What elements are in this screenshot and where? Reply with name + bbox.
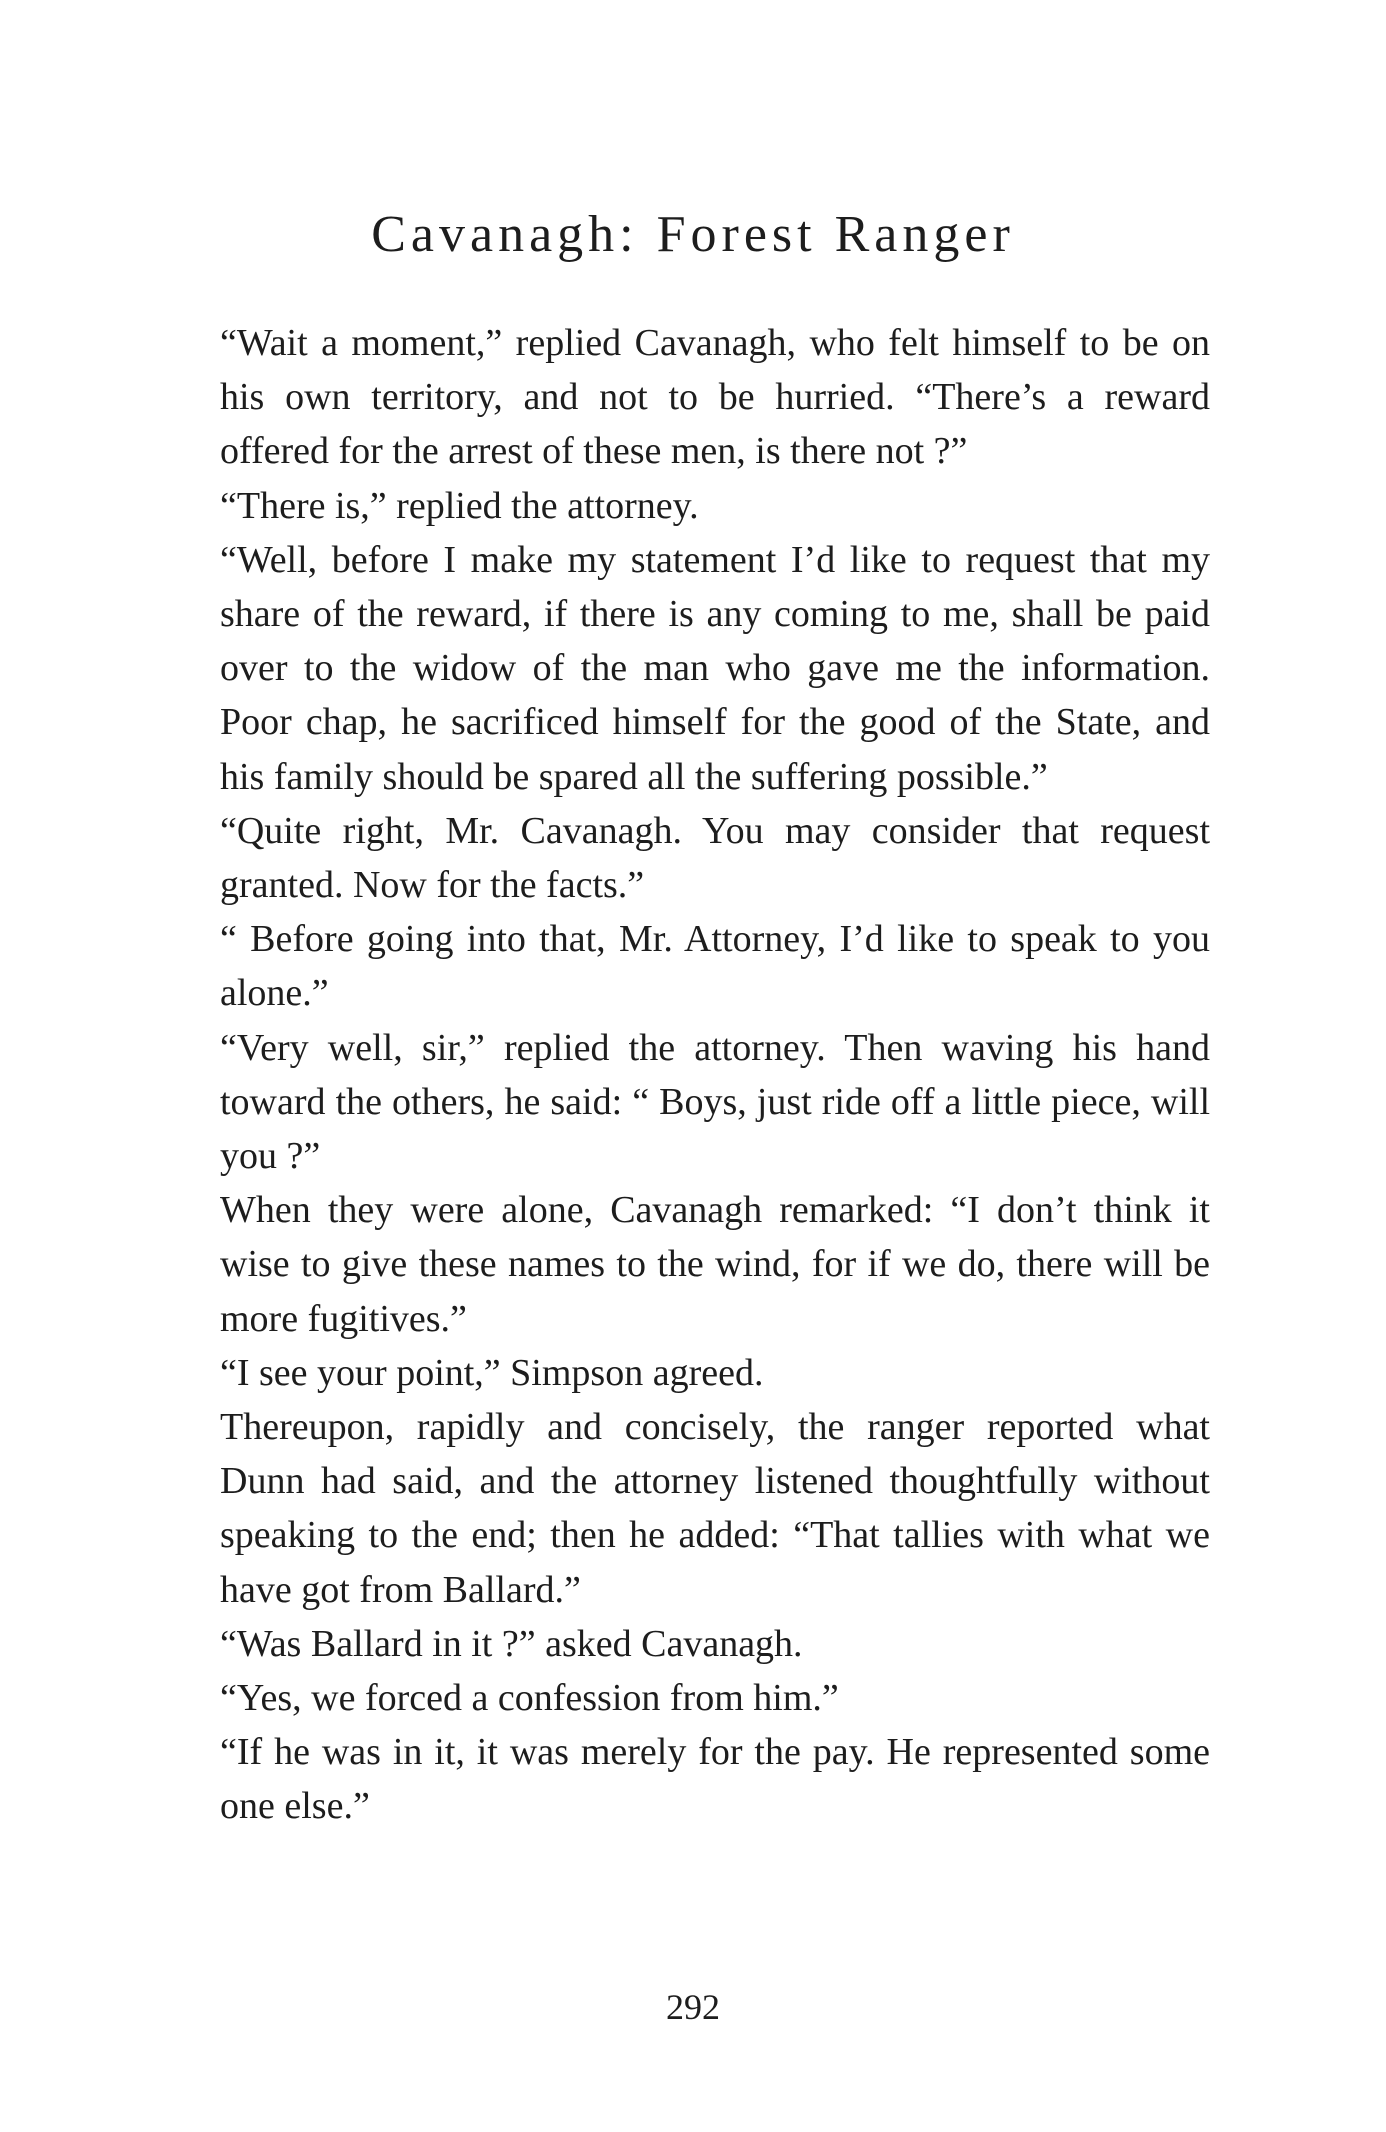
paragraph: “Quite right, Mr. Cavanagh. You may consider that request granted. Now for the facts.” xyxy=(220,809,1210,907)
body-text xyxy=(220,316,1210,1834)
paragraph: “I see your point,” Simpson agreed. xyxy=(220,1351,764,1394)
paragraph: “Very well, sir,” replied the attorney. Then waving his hand toward the others, he said: “ Boys, just ride off a little piece, will you ?” xyxy=(220,1026,1210,1178)
paragraph: “Wait a moment,” replied Cavanagh, who felt himself to be on his own territory, and not to be hurried. “There’s a reward offered for the arrest of these men, is there not ?” xyxy=(220,322,1210,473)
paragraph: “If he was in it, it was merely for the pay. He represented some one else.” xyxy=(220,1731,1210,1828)
paragraph: “Well, before I make my statement I’d like to request that my share of the reward, if there is any coming to me, shall be paid over to the widow of the man who gave me the information. Poor chap, he sacrificed himself for the good of the State, and his family should be spared all the suffering possible.” xyxy=(220,538,1210,798)
paragraph: Thereupon, rapidly and concisely, the ranger reported what Dunn had said, and the attorney listened thoughtfully without speaking to the end; then he added: “That tallies with what we have got from Ballard.” xyxy=(220,1406,1210,1611)
paragraph: “Was Ballard in it ?” asked Cavanagh. xyxy=(220,1622,803,1665)
page-number: 292 xyxy=(666,1987,720,2027)
paragraph: “There is,” replied the attorney. xyxy=(220,484,699,527)
paragraph: “ Before going into that, Mr. Attorney, I’d like to speak to you alone.” xyxy=(220,918,1210,1015)
paragraph: “Yes, we forced a confession from him.” xyxy=(220,1677,839,1720)
running-title: Cavanagh: Forest Ranger xyxy=(371,206,1015,263)
paragraph: When they were alone, Cavanagh remarked: “I don’t think it wise to give these names to the wind, for if we do, there will be more fugitives.” xyxy=(220,1189,1210,1340)
